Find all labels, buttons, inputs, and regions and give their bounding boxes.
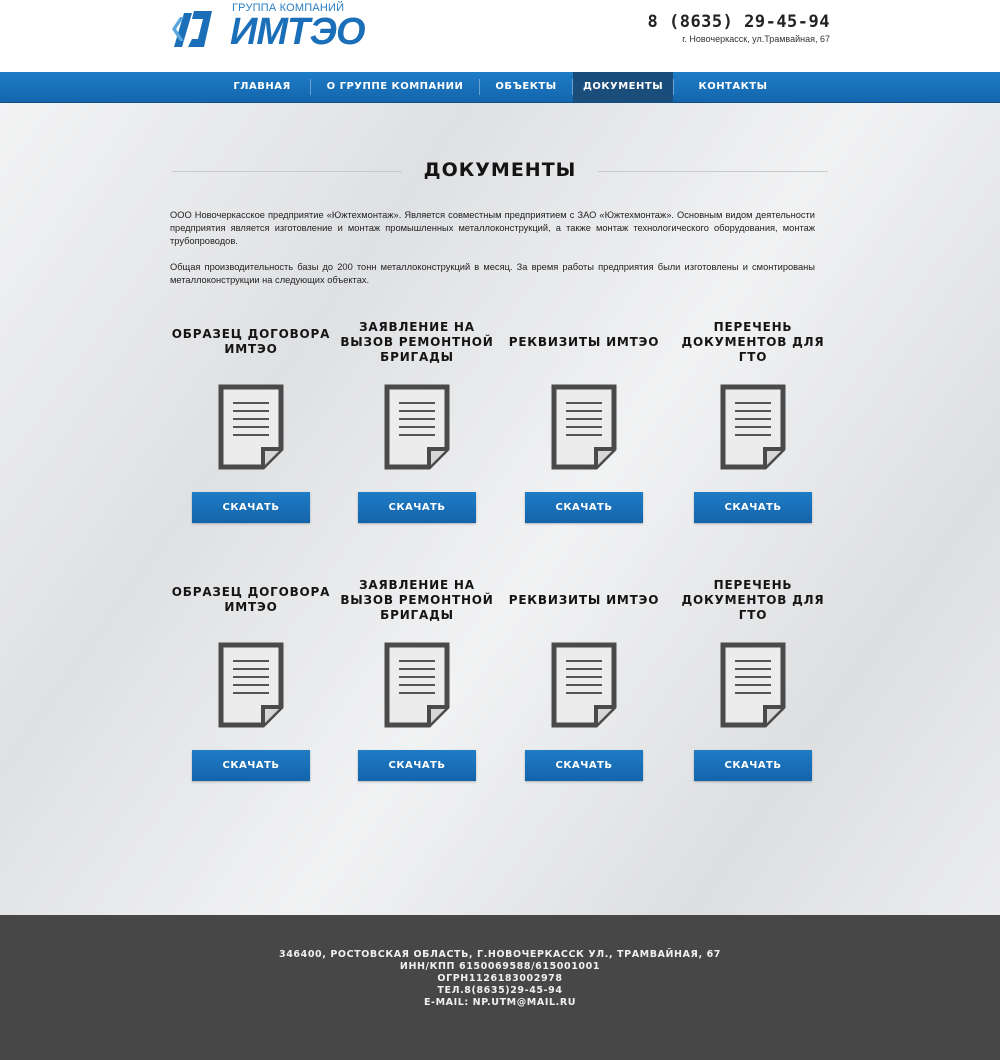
download-button[interactable]: СКАЧАТЬ <box>192 750 310 781</box>
document-icon <box>550 641 618 729</box>
document-icon <box>383 641 451 729</box>
download-button[interactable]: СКАЧАТЬ <box>525 750 643 781</box>
intro-text <box>170 209 815 300</box>
intro-paragraph: ООО Новочеркасское предприятие «Южтехмонтаж». Является совместным предприятием с ЗАО «Южтехмонтаж». Основным видом деятельности предприятия является изготовление и монтаж промышленных металлоконструкций, а также монтаж технологического оборудования, монтаж трубопроводов. <box>170 210 815 246</box>
document-title: РЕКВИЗИТЫ ИМТЭО <box>508 334 660 349</box>
header-address: г. Новочеркасск, ул.Трамвайная, 67 <box>682 34 830 44</box>
footer-inn: ИНН/КПП 6150069588/615001001 <box>399 961 601 972</box>
document-title: ПЕРЕЧЕНЬ ДОКУМЕНТОВ ДЛЯ ГТО <box>681 577 825 622</box>
nav-item-about[interactable]: О ГРУППЕ КОМПАНИИ <box>326 81 464 92</box>
document-title: ОБРАЗЕЦ ДОГОВОРА ИМТЭО <box>171 327 331 356</box>
main-nav <box>0 72 1000 103</box>
document-icon <box>217 383 285 471</box>
logo[interactable] <box>170 2 365 54</box>
download-button[interactable]: СКАЧАТЬ <box>694 750 812 781</box>
document-icon <box>719 641 787 729</box>
nav-item-objects[interactable]: ОБЪЕКТЫ <box>495 81 557 92</box>
header-phone: 8 (8635) 29-45-94 <box>647 12 830 32</box>
document-title: ЗАЯВЛЕНИЕ НА ВЫЗОВ РЕМОНТНОЙ БРИГАДЫ <box>340 319 494 364</box>
document-icon <box>719 383 787 471</box>
document-title: ПЕРЕЧЕНЬ ДОКУМЕНТОВ ДЛЯ ГТО <box>681 319 825 364</box>
footer-email: E-MAIL: NP.UTM@MAIL.RU <box>423 997 577 1008</box>
document-title: ОБРАЗЕЦ ДОГОВОРА ИМТЭО <box>171 585 331 614</box>
content-area <box>0 103 1000 915</box>
download-button[interactable]: СКАЧАТЬ <box>192 492 310 523</box>
document-title: РЕКВИЗИТЫ ИМТЭО <box>508 592 660 607</box>
document-title: ЗАЯВЛЕНИЕ НА ВЫЗОВ РЕМОНТНОЙ БРИГАДЫ <box>340 577 494 622</box>
intro-paragraph: Общая производительность базы до 200 тонн металлоконструкций в месяц. За время работы предприятия были изготовлены и смонтированы металлоконструкции на следующих объектах. <box>170 262 815 285</box>
footer-address: 346400, РОСТОВСКАЯ ОБЛАСТЬ, Г.НОВОЧЕРКАССК УЛ., ТРАМВАЙНАЯ, 67 <box>278 949 722 960</box>
download-button[interactable]: СКАЧАТЬ <box>358 492 476 523</box>
footer-ogrn: ОГРН1126183002978 <box>437 973 563 984</box>
logo-name: ИМТЭО <box>230 11 365 53</box>
site-header <box>0 0 1000 72</box>
nav-item-contacts[interactable]: КОНТАКТЫ <box>698 81 768 92</box>
document-icon <box>217 641 285 729</box>
footer-contacts <box>0 949 1000 1009</box>
logo-subtitle: ГРУППА КОМПАНИЙ <box>232 2 345 14</box>
document-icon <box>383 383 451 471</box>
download-button[interactable]: СКАЧАТЬ <box>694 492 812 523</box>
download-button[interactable]: СКАЧАТЬ <box>358 750 476 781</box>
download-button[interactable]: СКАЧАТЬ <box>525 492 643 523</box>
site-footer <box>0 915 1000 1060</box>
document-icon <box>550 383 618 471</box>
footer-phone: ТЕЛ.8(8635)29-45-94 <box>437 985 563 996</box>
nav-item-documents[interactable]: ДОКУМЕНТЫ <box>573 72 673 102</box>
nav-item-home[interactable]: ГЛАВНАЯ <box>233 81 291 92</box>
page-title: ДОКУМЕНТЫ <box>423 159 577 181</box>
logo-mark-icon <box>170 7 216 51</box>
